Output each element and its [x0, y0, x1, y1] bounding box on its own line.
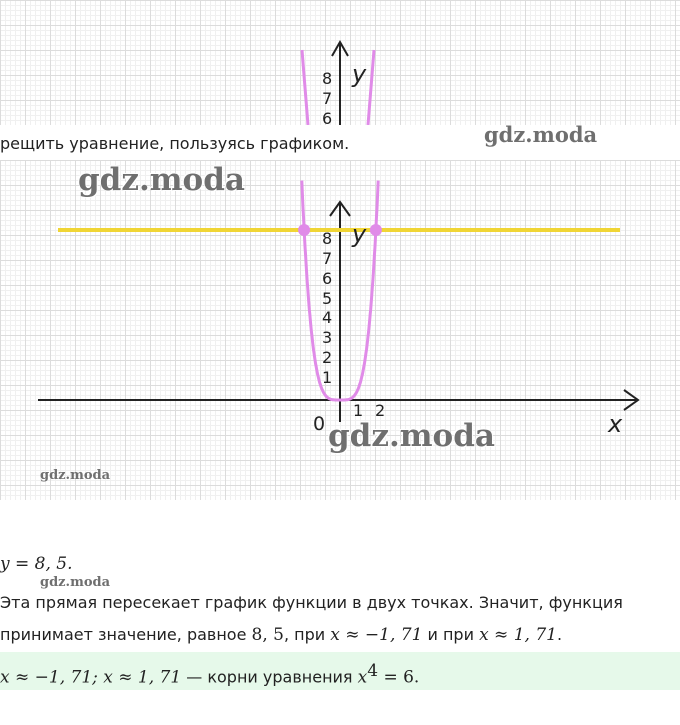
answer-equation-base: x [357, 667, 368, 688]
top-graph-fragment [0, 0, 680, 125]
origin-label: 0 [313, 413, 326, 435]
top-y-label: y [352, 60, 367, 88]
intersection-point-left [298, 224, 310, 236]
answer-equation-exponent: 4 [367, 661, 379, 681]
top-curve-left [302, 50, 308, 125]
main-graph [0, 160, 680, 500]
solution-value: 8, 5 [251, 625, 284, 645]
answer-box [0, 652, 680, 690]
solution-line-2: Эта прямая пересекает график функции в двух точках. Значит, функция [0, 593, 623, 612]
watermark-graph-center: gdz.moda [328, 418, 495, 454]
intersection-point-right [370, 224, 382, 236]
top-graph-svg [0, 0, 680, 125]
solution-line-3-a: принимает значение, равное [0, 625, 252, 644]
top-curve-right [368, 50, 374, 125]
task-text: рещить уравнение, пользуясь графиком. [0, 134, 350, 153]
watermark-solution: gdz.moda [40, 575, 111, 590]
watermark-graph-small: gdz.moda [40, 468, 111, 483]
y-tick-2: 2 [322, 348, 333, 367]
watermark-task: gdz.moda [484, 122, 598, 147]
task-line [0, 122, 680, 160]
top-tick-6: 6 [322, 109, 333, 125]
answer-roots: x ≈ −1, 71; x ≈ 1, 71 [0, 667, 182, 688]
y-tick-7: 7 [322, 249, 333, 268]
solution-line-3 [0, 625, 562, 645]
solution-line-3-d: . [556, 625, 563, 644]
solution-line-3-b: , при [283, 625, 331, 644]
y-tick-6: 6 [322, 269, 333, 288]
solution-line-y: y = 8, 5. [0, 554, 73, 574]
y-tick-3: 3 [322, 328, 333, 347]
solution-line-3-c: и при [422, 625, 480, 644]
answer-text: — корни уравнения [181, 667, 358, 687]
answer-equation-rest: = 6. [378, 667, 420, 688]
watermark-graph-top: gdz.moda [78, 162, 245, 198]
y-tick-8: 8 [322, 229, 333, 248]
y-tick-1: 1 [322, 368, 333, 387]
y-axis-label: y [352, 220, 367, 248]
x-tick-2: 2 [375, 401, 386, 420]
x-tick-1: 1 [353, 401, 364, 420]
top-tick-8: 8 [322, 69, 333, 88]
x-axis-label: x [608, 410, 623, 438]
solution-root-2: x ≈ 1, 71 [479, 625, 557, 645]
top-tick-7: 7 [322, 89, 333, 108]
y-tick-5: 5 [322, 289, 333, 308]
y-tick-4: 4 [322, 308, 333, 327]
solution-root-1: x ≈ −1, 71 [330, 625, 423, 645]
